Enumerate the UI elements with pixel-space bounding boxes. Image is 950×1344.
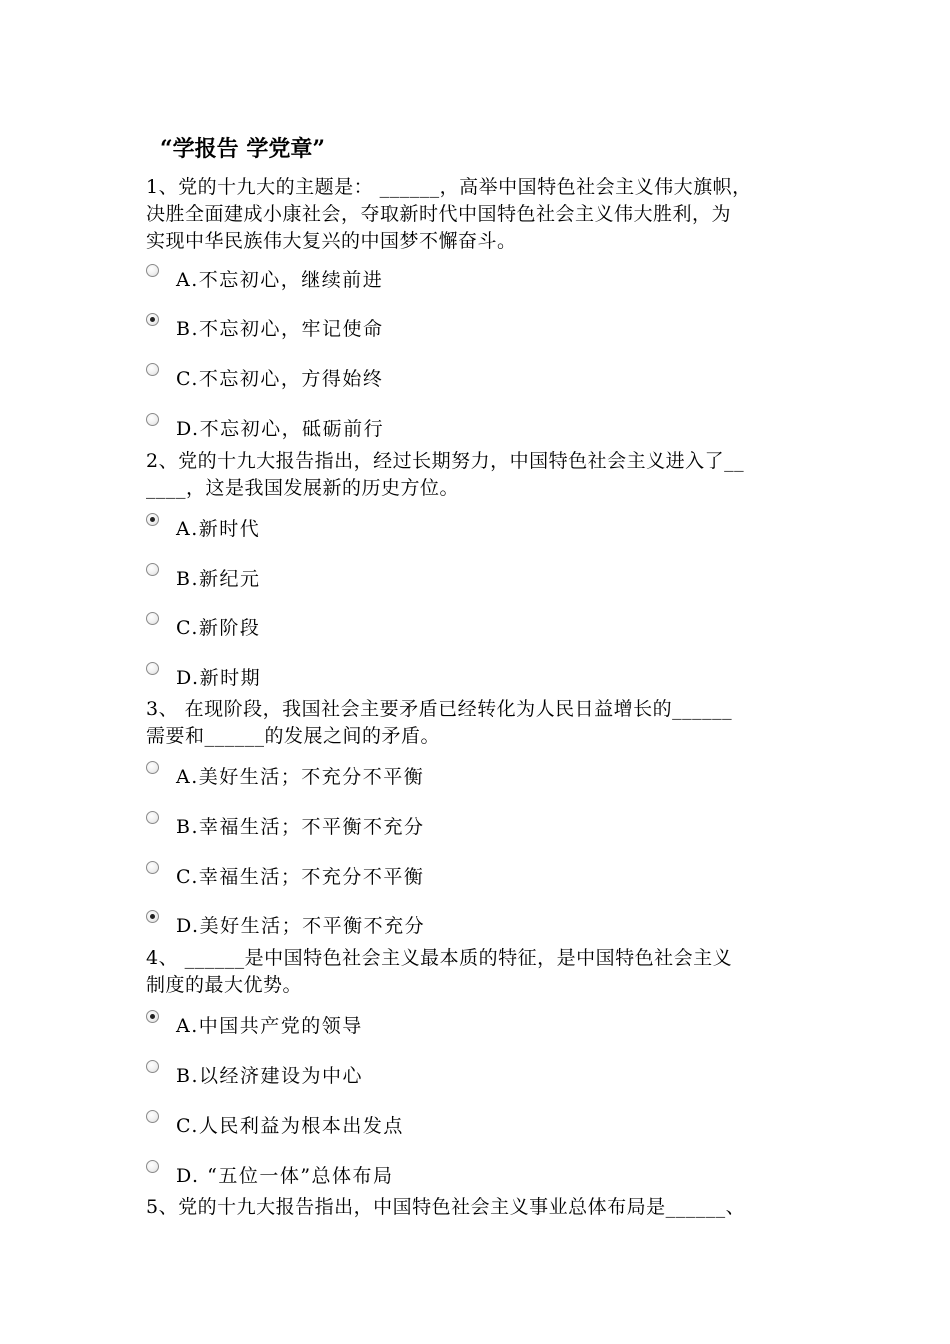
option-label: D.美好生活；不平衡不充分 (176, 915, 426, 937)
document-title: “学报告 学党章” (160, 136, 325, 162)
radio-button-checked-icon[interactable] (146, 513, 159, 526)
question-1-option-d[interactable] (146, 413, 384, 443)
question-2-text (146, 448, 816, 502)
radio-button-icon[interactable] (146, 1110, 159, 1123)
question-1-option-b[interactable] (146, 313, 384, 343)
question-line: 需要和______的发展之间的矛盾。 (146, 725, 441, 747)
question-2-option-c[interactable] (146, 612, 260, 642)
option-label: B.幸福生活；不平衡不充分 (176, 816, 425, 838)
radio-button-icon[interactable] (146, 761, 159, 774)
option-label: A.美好生活；不充分不平衡 (176, 766, 425, 788)
radio-button-icon[interactable] (146, 1160, 159, 1173)
question-1-text (146, 174, 816, 255)
question-line: 实现中华民族伟大复兴的中国梦不懈奋斗。 (146, 230, 517, 252)
question-line: 5、党的十九大报告指出，中国特色社会主义事业总体布局是______、 (146, 1196, 746, 1218)
question-3-option-b[interactable] (146, 811, 425, 841)
radio-button-icon[interactable] (146, 413, 159, 426)
question-3-option-c[interactable] (146, 861, 424, 891)
question-2-option-d[interactable] (146, 662, 261, 692)
option-label: A.新时代 (176, 518, 261, 540)
question-4-text (146, 945, 816, 999)
option-label: B.以经济建设为中心 (176, 1065, 364, 1087)
option-label: B.新纪元 (176, 568, 261, 590)
radio-button-icon[interactable] (146, 264, 159, 277)
question-1-option-c[interactable] (146, 363, 383, 393)
question-line: 制度的最大优势。 (146, 974, 303, 996)
option-label: C.不忘初心，方得始终 (176, 368, 384, 390)
option-label: D.新时期 (176, 667, 262, 689)
radio-button-icon[interactable] (146, 1060, 159, 1073)
option-label: B.不忘初心，牢记使命 (176, 318, 384, 340)
question-3-option-d[interactable] (146, 910, 425, 940)
option-label: C.人民利益为根本出发点 (176, 1115, 404, 1137)
question-line: 决胜全面建成小康社会，夺取新时代中国特色社会主义伟大胜利，为 (146, 203, 732, 225)
question-line: 3、 在现阶段，我国社会主要矛盾已经转化为人民日益增长的______ (146, 698, 733, 720)
question-4-option-b[interactable] (146, 1060, 363, 1090)
option-label: C.新阶段 (176, 617, 261, 639)
question-2-option-a[interactable] (146, 513, 260, 543)
question-4-option-d[interactable] (146, 1160, 394, 1190)
question-line: 1、党的十九大的主题是： ______，高举中国特色社会主义伟大旗帜， (146, 176, 752, 198)
question-line: 4、 ______是中国特色社会主义最本质的特征，是中国特色社会主义 (146, 947, 733, 969)
radio-button-icon[interactable] (146, 811, 159, 824)
radio-button-icon[interactable] (146, 612, 159, 625)
option-label: D.不忘初心，砥砺前行 (176, 418, 385, 440)
question-4-option-a[interactable] (146, 1010, 363, 1040)
radio-button-icon[interactable] (146, 662, 159, 675)
option-label: A.中国共产党的领导 (176, 1015, 363, 1037)
question-2-option-b[interactable] (146, 563, 261, 593)
radio-button-checked-icon[interactable] (146, 1010, 159, 1023)
question-3-text (146, 696, 816, 750)
radio-button-icon[interactable] (146, 363, 159, 376)
radio-button-checked-icon[interactable] (146, 910, 159, 923)
radio-button-icon[interactable] (146, 563, 159, 576)
question-line: 2、党的十九大报告指出，经过长期努力，中国特色社会主义进入了__ (146, 450, 745, 472)
question-1-option-a[interactable] (146, 264, 383, 294)
option-label: A.不忘初心，继续前进 (176, 269, 384, 291)
option-label: D. “五位一体”总体布局 (176, 1165, 394, 1187)
option-label: C.幸福生活；不充分不平衡 (176, 866, 425, 888)
question-5-text (146, 1194, 816, 1221)
radio-button-checked-icon[interactable] (146, 313, 159, 326)
radio-button-icon[interactable] (146, 861, 159, 874)
question-line: ____，这是我国发展新的历史方位。 (146, 477, 460, 499)
question-3-option-a[interactable] (146, 761, 424, 791)
question-4-option-c[interactable] (146, 1110, 404, 1140)
